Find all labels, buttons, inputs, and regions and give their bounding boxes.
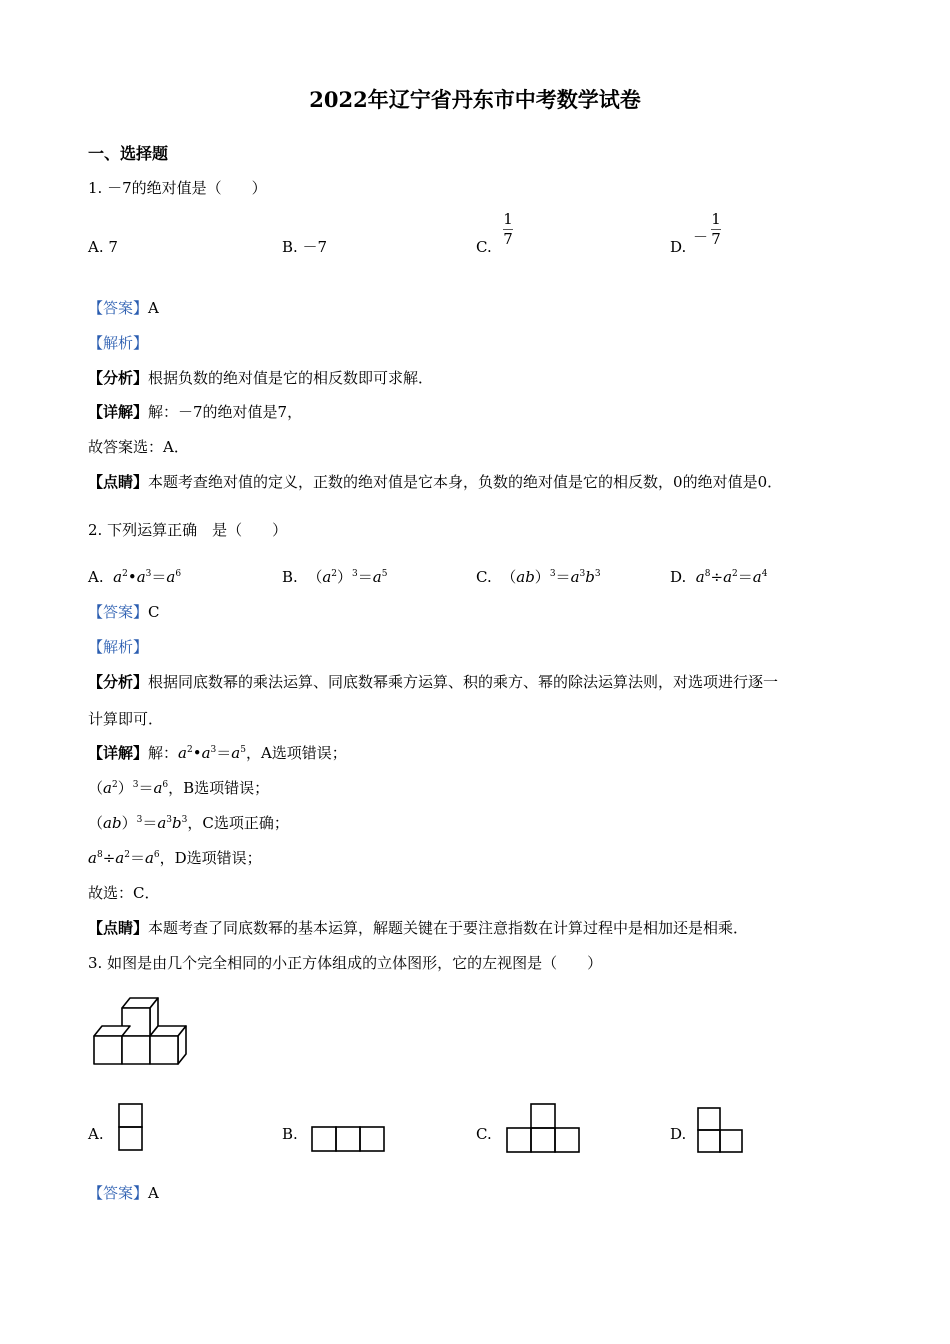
q2-option-d: D. $a^8\div a^2=a^4$ (670, 568, 768, 586)
q1-analysis: 【分析】根据负数的绝对值是它的相反数即可求解． (88, 369, 434, 387)
fraction-numerator: 1 (711, 210, 721, 228)
q2-answer: 【答案】C (88, 603, 160, 621)
fraction-denominator: 7 (503, 230, 513, 248)
q1-option-c: C. (476, 238, 492, 256)
q3-stem: 3. 如图是由几个完全相同的小正方体组成的立体图形，它的左视图是（ ） (88, 954, 603, 972)
q1-option-d-fraction (708, 210, 724, 249)
q1-option-b: B. －7 (282, 238, 328, 256)
q2-comment: 【点睛】本题考查了同底数幂的基本运算，解题关键在于要注意指数在计算过程中是相加还是相乘． (88, 919, 749, 937)
q3-option-d: D. (670, 1125, 687, 1143)
q3-option-b-figure (311, 1126, 387, 1154)
q2-option-c: C. $(ab)^3=a^3b^3$ (476, 568, 601, 586)
q2-solution-tag: 【解析】 (88, 638, 149, 656)
q2-detail-c: $(ab)^3=a^3b^3$，C选项正确； (88, 814, 289, 832)
q3-option-c-figure (506, 1103, 582, 1155)
q2-option-b: B. $(a^2)^3=a^5$ (282, 568, 388, 586)
q1-detail: 【详解】解：－7的绝对值是7， (88, 403, 303, 421)
q2-analysis-line2: 计算即可． (88, 710, 164, 728)
cube-solid-figure (94, 996, 194, 1066)
page-title: 2022年辽宁省丹东市中考数学试卷 (309, 87, 641, 112)
q1-choice: 故答案选：A． (88, 438, 189, 456)
q1-option-d: D. (670, 238, 687, 256)
q3-option-a-figure (118, 1103, 144, 1153)
q2-choice: 故选：C． (88, 884, 160, 902)
q2-analysis-line1: 【分析】根据同底数幂的乘法运算、同底数幂乘方运算、积的乘方、幂的除法运算法则，对选项进行逐一 (88, 673, 779, 691)
fraction-numerator: 1 (503, 210, 513, 228)
q2-detail-a: 【详解】解：$a^2•a^3=a^5$，A选项错误； (88, 744, 347, 762)
q3-option-a: A. (88, 1125, 104, 1143)
q1-option-c-fraction (500, 210, 516, 249)
q2-stem: 2. 下列运算正确 是（ ） (88, 521, 288, 539)
q3-option-b: B. (282, 1125, 298, 1143)
section-heading: 一、选择题 (88, 144, 169, 163)
fraction-denominator: 7 (711, 230, 721, 248)
q1-option-a: A. 7 (88, 238, 118, 256)
q1-option-d-minus: － (693, 228, 709, 246)
q1-solution-tag: 【解析】 (88, 334, 149, 352)
q2-detail-b: $(a^2)^3=a^6$，B选项错误； (88, 779, 270, 797)
q3-option-d-figure (697, 1107, 747, 1155)
q3-option-c: C. (476, 1125, 492, 1143)
q2-option-a: A. $a^2•a^3=a^6$ (88, 568, 182, 586)
q2-detail-d: $a^8\div a^2=a^6$，D选项错误； (88, 849, 262, 867)
q1-answer: 【答案】A (88, 299, 159, 317)
q3-answer: 【答案】A (88, 1184, 159, 1202)
q1-comment: 【点睛】本题考查绝对值的定义，正数的绝对值是它本身，负数的绝对值是它的相反数，0的绝对值是0． (88, 473, 783, 491)
q1-stem: 1. －7的绝对值是（ ） (88, 179, 267, 197)
